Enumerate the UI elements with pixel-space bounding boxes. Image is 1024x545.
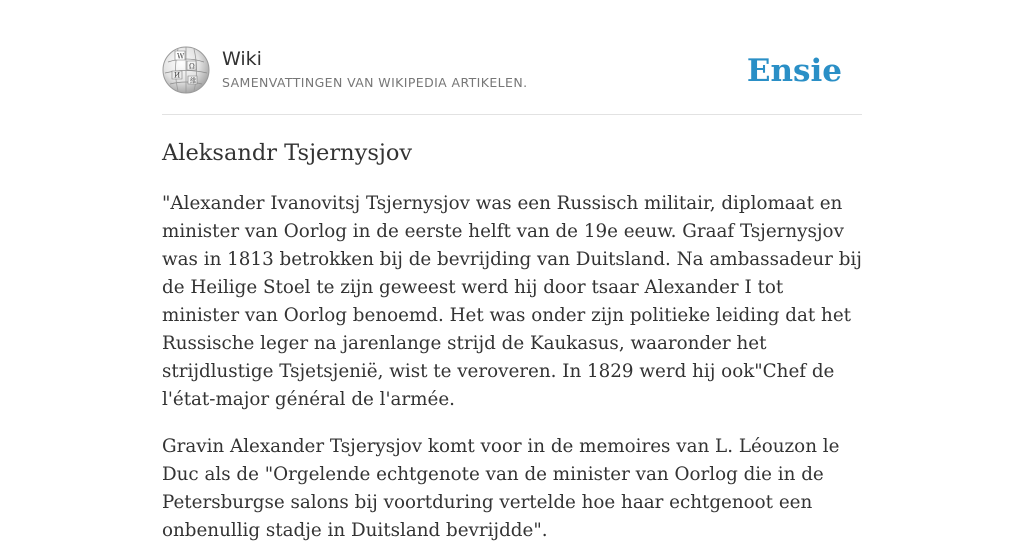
site-tagline: SAMENVATTINGEN VAN WIKIPEDIA ARTIKELEN. — [222, 75, 528, 90]
wikipedia-globe-icon[interactable] — [162, 46, 210, 94]
svg-text:И: И — [174, 71, 181, 80]
svg-text:W: W — [177, 52, 185, 61]
article — [162, 138, 862, 545]
brand-logo-link[interactable]: Ensie — [746, 53, 842, 89]
article-title: Aleksandr Tsjernysjov — [162, 140, 413, 166]
article-paragraph: Gravin Alexander Tsjerysjov komt voor in de memoires van L. Léouzon le Duc als de "Orgelende echtgenote van de minister van Oorlog die in de Petersburgse salons bij voortduring vertelde hoe haar echtgenoot een onbenullig stadje in Duitsland bevrijdde". — [162, 436, 840, 541]
svg-text:Ω: Ω — [189, 62, 195, 71]
svg-text:維: 維 — [190, 76, 197, 85]
site-header — [162, 44, 862, 115]
site-name[interactable]: Wiki — [222, 48, 262, 70]
article-paragraph: "Alexander Ivanovitsj Tsjernysjov was een Russisch militair, diplomaat en minister van Oorlog in de eerste helft van de 19e eeuw. Graaf Tsjernysjov was in 1813 betrokken bij de bevrijding van Duitsland. Na ambassadeur bij de Heilige Stoel te zijn geweest werd hij door tsaar Alexander I tot minister van Oorlog benoemd. Het was onder zijn politieke leiding dat het Russische leger na jarenlange strijd de Kaukasus, waaronder het strijdlustige Tsjetsjenië, wist te veroveren. In 1829 werd hij ook"Chef de l'état-major général de l'armée. — [162, 193, 862, 410]
